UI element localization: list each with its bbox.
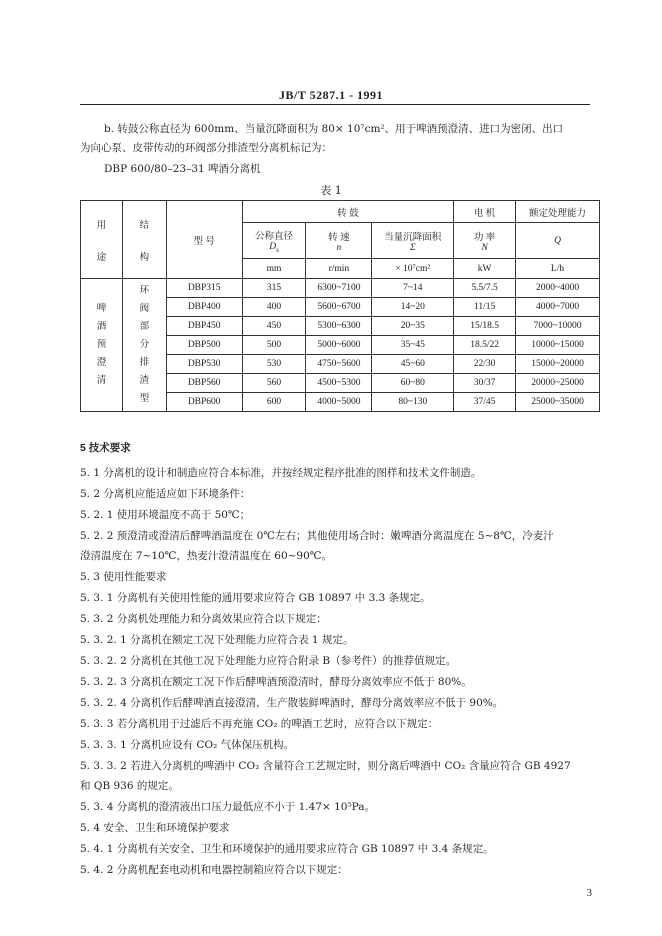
table-cell-diameter: 450 xyxy=(242,317,306,336)
intro-line-1: b. 转鼓公称直径为 600mm、当量沉降面积为 80× 10⁷cm²、用于啤酒预澄清、进口为密闭、出口 xyxy=(104,123,564,135)
clause-5-1: 5. 1 分离机的设计和制造应符合本标准，并按经规定程序批准的图样和技术文件制造。 xyxy=(80,467,482,479)
table-cell-speed: 4750~5600 xyxy=(306,355,372,374)
clause-5-2-2-cont: 澄清温度在 7~10℃，热麦汁澄清温度在 60~90℃。 xyxy=(80,550,333,562)
clause-5-3-2: 5. 3. 2 分离机处理能力和分离效果应符合以下规定： xyxy=(80,613,327,625)
table-cell-capacity: 7000~10000 xyxy=(516,317,600,336)
table-cell-capacity: 4000~7000 xyxy=(516,298,600,317)
header-rule xyxy=(80,104,590,105)
spec-table xyxy=(80,200,600,412)
table-cell-model: DBP400 xyxy=(166,298,242,317)
table-cell-area: 20~35 xyxy=(372,317,454,336)
table-cell-area: 80~130 xyxy=(372,393,454,412)
clause-5-3-3: 5. 3. 3 若分离机用于过滤后不再充施 CO₂ 的啤酒工艺时，应符合以下规定： xyxy=(80,718,439,730)
unit-speed: r/min xyxy=(306,259,372,279)
table-cell-capacity: 20000~25000 xyxy=(516,374,600,393)
clause-5-4-2: 5. 4. 2 分离机配套电动机和电器控制箱应符合以下规定： xyxy=(80,864,348,876)
unit-diameter: mm xyxy=(242,259,306,279)
table-cell-area: 60~80 xyxy=(372,374,454,393)
table-cell-model: DBP315 xyxy=(166,279,242,298)
table-cell-diameter: 560 xyxy=(242,374,306,393)
clause-5-3-2-1: 5. 3. 2. 1 分离机在额定工况下处理能力应符合表 1 规定。 xyxy=(80,634,354,646)
table-cell-diameter: 530 xyxy=(242,355,306,374)
clause-5-3-3-1: 5. 3. 3. 1 分离机应设有 CO₂ 气体保压机构。 xyxy=(80,739,295,751)
sub-capacity-header: Q xyxy=(516,223,600,259)
group-capacity-header: 额定处理能力 xyxy=(516,201,600,223)
table-caption: 表 1 xyxy=(320,184,342,197)
table-cell-area: 14~20 xyxy=(372,298,454,317)
col-model-header: 型 号 xyxy=(166,201,242,279)
table-cell-diameter: 315 xyxy=(242,279,306,298)
table-cell-power: 37/45 xyxy=(454,393,516,412)
table-cell-area: 45~60 xyxy=(372,355,454,374)
table-cell-model: DBP450 xyxy=(166,317,242,336)
clause-5-3-2-2: 5. 3. 2. 2 分离机在其他工况下处理能力应符合附录 B（参考件）的推荐值规定。 xyxy=(80,655,457,667)
col-struct-header: 结 构 xyxy=(122,201,166,279)
use-label: 啤 酒 预 澄 清 xyxy=(81,279,123,412)
table-cell-speed: 4000~5000 xyxy=(306,393,372,412)
struct-label: 环 阀 部 分 排 渣 型 xyxy=(122,279,166,412)
clause-5-3-2-4: 5. 3. 2. 4 分离机作后酵啤酒直接澄清，生产散装鲜啤酒时，酵母分离效率应不低于 90%。 xyxy=(80,697,504,709)
unit-area: × 10⁷cm² xyxy=(372,259,454,279)
clause-5-2: 5. 2 分离机应能适应如下环境条件： xyxy=(80,488,251,500)
table-cell-diameter: 600 xyxy=(242,393,306,412)
section-5-heading: 5 技术要求 xyxy=(80,442,131,454)
page-number: 3 xyxy=(586,888,592,899)
clause-5-4: 5. 4 安全、卫生和环境保护要求 xyxy=(80,822,230,834)
table-cell-area: 7~14 xyxy=(372,279,454,298)
table-cell-model: DBP500 xyxy=(166,336,242,355)
clause-5-2-1: 5. 2. 1 使用环境温度不高于 50℃； xyxy=(80,509,251,521)
table-cell-power: 18.5/22 xyxy=(454,336,516,355)
table-cell-power: 5.5/7.5 xyxy=(454,279,516,298)
table-cell-power: 22/30 xyxy=(454,355,516,374)
table-cell-speed: 5300~6300 xyxy=(306,317,372,336)
col-use-header: 用 途 xyxy=(81,201,123,279)
table-cell-diameter: 500 xyxy=(242,336,306,355)
marking-example: DBP 600/80–23–31 啤酒分离机 xyxy=(104,163,261,175)
table-cell-capacity: 2000~4000 xyxy=(516,279,600,298)
table-cell-speed: 6300~7100 xyxy=(306,279,372,298)
table-cell-diameter: 400 xyxy=(242,298,306,317)
group-drum-header: 转 鼓 xyxy=(242,201,454,223)
table-cell-capacity: 10000~15000 xyxy=(516,336,600,355)
table-cell-power: 30/37 xyxy=(454,374,516,393)
clause-5-3: 5. 3 使用性能要求 xyxy=(80,571,167,583)
table-cell-speed: 4500~5300 xyxy=(306,374,372,393)
table-cell-model: DBP560 xyxy=(166,374,242,393)
sub-speed-header: 转 速 n xyxy=(306,223,372,259)
sub-area-header: 当量沉降面积 Σ xyxy=(372,223,454,259)
clause-5-3-3-2-cont: 和 QB 936 的规定。 xyxy=(80,780,179,792)
table-cell-capacity: 25000~35000 xyxy=(516,393,600,412)
clause-5-3-3-2: 5. 3. 3. 2 若进入分离机的啤酒中 CO₂ 含量符合工艺规定时，则分离后啤酒中 CO₂ 含量应符合 GB 4927 xyxy=(80,760,571,772)
table-cell-model: DBP530 xyxy=(166,355,242,374)
unit-power: kW xyxy=(454,259,516,279)
table-cell-power: 11/15 xyxy=(454,298,516,317)
table-cell-capacity: 15000~20000 xyxy=(516,355,600,374)
sub-power-header: 功 率 N xyxy=(454,223,516,259)
table-cell-speed: 5000~6000 xyxy=(306,336,372,355)
clause-5-2-2: 5. 2. 2 预澄清或澄清后酵啤酒温度在 0℃左右；其他使用场合时：嫩啤酒分离温度在 5~8℃，冷麦汁 xyxy=(80,530,554,542)
document-header: JB/T 5287.1 - 1991 xyxy=(278,88,384,102)
clause-5-3-1: 5. 3. 1 分离机有关使用性能的通用要求应符合 GB 10897 中 3.3 条规定。 xyxy=(80,592,431,604)
table-cell-power: 15/18.5 xyxy=(454,317,516,336)
sub-diameter-header: 公称直径 $D_s$ xyxy=(242,223,306,259)
table-cell-speed: 5600~6700 xyxy=(306,298,372,317)
unit-capacity: L/h xyxy=(516,259,600,279)
group-motor-header: 电 机 xyxy=(454,201,516,223)
table-cell-model: DBP600 xyxy=(166,393,242,412)
clause-5-3-4: 5. 3. 4 分离机的澄清液出口压力最低应不小于 1.47× 10⁵Pa。 xyxy=(80,801,376,813)
intro-line-2: 为向心泵、皮带传动的环阀部分排渣型分离机标记为： xyxy=(80,142,332,154)
table-cell-area: 35~45 xyxy=(372,336,454,355)
clause-5-4-1: 5. 4. 1 分离机有关安全、卫生和环境保护的通用要求应符合 GB 10897 中 3.4 条规定。 xyxy=(80,843,494,855)
clause-5-3-2-3: 5. 3. 2. 3 分离机在额定工况下作后酵啤酒预澄清时，酵母分离效率应不低于 80%。 xyxy=(80,676,472,688)
